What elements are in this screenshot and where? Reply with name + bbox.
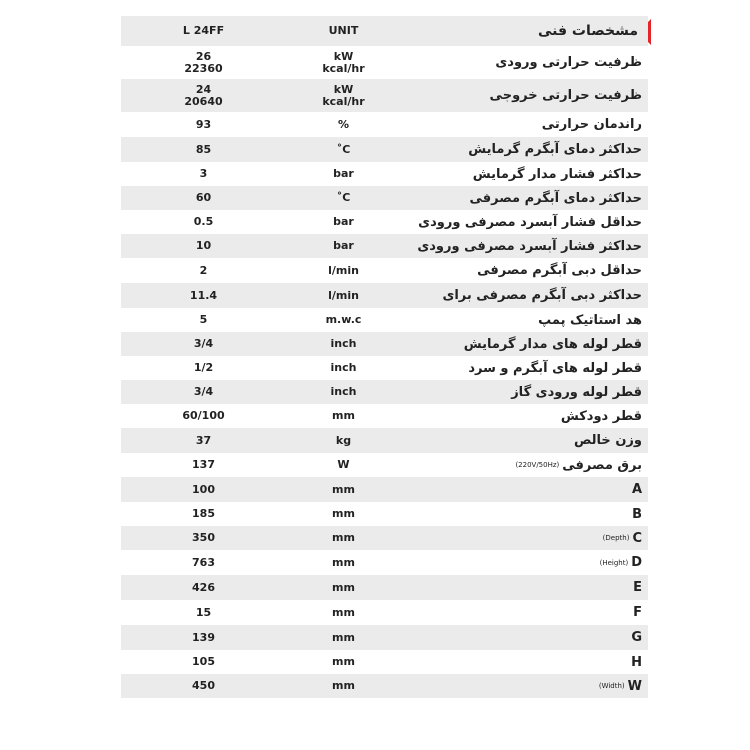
spec-label: برق مصرفی: [562, 457, 642, 473]
spec-label-cell: [401, 313, 648, 328]
spec-label-cell: [401, 142, 648, 157]
spec-value: 60: [195, 191, 212, 204]
table-row: [121, 112, 648, 137]
spec-unit: kW kcal/hr: [322, 49, 365, 75]
spec-unit: kg: [335, 433, 352, 447]
spec-label: H: [631, 654, 642, 670]
spec-value: 450: [192, 679, 215, 692]
spec-label: هد استاتیک پمپ: [538, 312, 642, 328]
table-row: [121, 625, 648, 650]
spec-value: 11.4: [189, 288, 218, 302]
spec-unit: mm: [332, 655, 355, 668]
table-row: [121, 162, 648, 186]
spec-label-cell: [401, 655, 648, 670]
spec-unit: mm: [332, 507, 355, 520]
table-row: [121, 283, 648, 308]
spec-value: 15: [195, 605, 212, 619]
spec-label-cell: [401, 239, 648, 254]
spec-label-cell: [401, 167, 648, 182]
table-row: [121, 550, 648, 575]
spec-unit: ˚C: [336, 142, 351, 156]
spec-label: W: [627, 678, 642, 694]
spec-label-cell: [401, 337, 648, 352]
table-row: [121, 308, 648, 332]
spec-label: حداقل دبی آبگرم مصرفی: [477, 263, 642, 278]
spec-label-cell: [401, 117, 648, 132]
spec-unit: bar: [333, 215, 354, 228]
unit-header: UNIT: [328, 24, 359, 37]
spec-label: قطر لوله ورودی گاز: [511, 384, 642, 400]
table-row: [121, 234, 648, 258]
table-row: [121, 575, 648, 600]
spec-unit: %: [337, 117, 350, 131]
spec-value: 139: [192, 630, 215, 644]
spec-label: قطر دودکش: [560, 408, 642, 424]
spec-label: حداکثر دبی آبگرم مصرفی برای: [442, 288, 642, 303]
spec-label: G: [631, 630, 642, 645]
spec-label-cell: [401, 288, 648, 303]
spec-unit: l/min: [328, 263, 359, 277]
spec-label-cell: [401, 409, 648, 424]
spec-label: وزن خالص: [573, 433, 642, 448]
spec-value: 185: [192, 507, 215, 520]
spec-unit: mm: [332, 409, 355, 422]
spec-label: F: [633, 605, 642, 620]
spec-value: 763: [192, 555, 215, 569]
spec-label: ظرفیت حرارتی ورودی: [495, 55, 642, 70]
spec-label: ظرفیت حرارتی خروجی: [489, 88, 642, 103]
spec-unit: mm: [332, 679, 355, 692]
spec-value: 0.5: [193, 215, 214, 228]
spec-note: (Height): [599, 558, 629, 567]
table-row: [121, 380, 648, 404]
table-row: [121, 600, 648, 625]
spec-label-cell: [401, 88, 648, 103]
spec-unit: mm: [332, 482, 355, 496]
spec-label: D: [631, 555, 642, 570]
spec-unit: m.w.c: [325, 313, 362, 326]
spec-unit: inch: [330, 337, 357, 350]
spec-value: 137: [192, 458, 215, 471]
spec-label-cell: [401, 482, 648, 497]
spec-value: 3: [199, 167, 208, 180]
spec-label-cell: [401, 361, 648, 376]
spec-label-cell: [401, 507, 648, 522]
table-row: [121, 477, 648, 502]
table-row: [121, 526, 648, 550]
spec-unit: mm: [332, 605, 355, 619]
table-row: [121, 356, 648, 380]
spec-table: [121, 16, 648, 698]
spec-value: 60/100: [182, 409, 225, 422]
spec-value: 1/2: [193, 361, 214, 374]
spec-note: (Width): [598, 682, 625, 690]
spec-label-cell: [401, 215, 648, 230]
spec-label-cell: [401, 630, 648, 645]
spec-label: حداقل فشار آبسرد مصرفی ورودی: [418, 214, 642, 230]
table-row: [121, 137, 648, 162]
table-row: [121, 428, 648, 453]
spec-value: 37: [195, 433, 212, 447]
spec-value: 5: [199, 313, 208, 326]
table-row: [121, 332, 648, 356]
table-row: [121, 46, 648, 79]
spec-label: E: [633, 580, 642, 595]
spec-label-cell: [401, 679, 648, 694]
spec-label-cell: [401, 263, 648, 278]
spec-unit: W: [337, 458, 350, 471]
table-row: [121, 502, 648, 526]
spec-label: حداکثر دمای آبگرم مصرفی: [469, 190, 642, 206]
spec-label: B: [632, 506, 642, 522]
spec-value: 85: [195, 142, 212, 156]
spec-value: 24 20640: [184, 82, 223, 108]
spec-label-cell: [401, 385, 648, 400]
spec-label: قطر لوله های آبگرم و سرد: [468, 360, 642, 376]
spec-label: راندمان حرارتی: [541, 117, 642, 132]
spec-unit: l/min: [328, 288, 359, 302]
table-row: [121, 453, 648, 477]
spec-label: حداکثر فشار آبسرد مصرفی ورودی: [417, 238, 642, 254]
spec-label: حداکثر دمای آبگرم گرمایش: [468, 142, 642, 157]
table-row: [121, 258, 648, 283]
table-row: [121, 186, 648, 210]
table-header: [121, 16, 648, 46]
spec-label: C: [632, 530, 642, 546]
spec-label-cell: [401, 55, 648, 70]
spec-label-cell: [401, 458, 648, 473]
spec-unit: mm: [332, 555, 355, 569]
spec-unit: kW kcal/hr: [322, 82, 365, 108]
spec-unit: mm: [332, 630, 355, 644]
spec-value: 105: [192, 655, 215, 668]
spec-value: 3/4: [193, 337, 214, 350]
spec-unit: inch: [330, 385, 357, 398]
spec-label-cell: [401, 605, 648, 620]
spec-unit: mm: [332, 531, 355, 544]
spec-label-cell: [401, 555, 648, 570]
spec-label: قطر لوله های مدار گرمایش: [463, 336, 642, 352]
spec-unit: bar: [333, 239, 354, 252]
spec-label: حداکثر فشار مدار گرمایش: [472, 166, 642, 182]
spec-note: (220V/50Hz): [515, 461, 560, 469]
model-header: L 24FF: [182, 24, 225, 37]
spec-label-cell: [401, 191, 648, 206]
spec-label-cell: [401, 531, 648, 546]
table-title: مشخصات فنی: [537, 23, 638, 39]
spec-unit: mm: [332, 580, 355, 594]
spec-unit: inch: [330, 361, 357, 374]
table-row: [121, 404, 648, 428]
spec-value: 3/4: [193, 385, 214, 398]
spec-value: 350: [192, 531, 215, 544]
spec-value: 10: [195, 239, 212, 252]
spec-value: 93: [195, 117, 212, 131]
spec-label: A: [631, 482, 642, 497]
spec-label-cell: [401, 580, 648, 595]
table-row: [121, 79, 648, 112]
spec-unit: ˚C: [336, 191, 351, 204]
table-row: [121, 650, 648, 674]
spec-unit: bar: [333, 167, 354, 180]
spec-value: 26 22360: [184, 49, 223, 75]
spec-label-cell: [401, 433, 648, 448]
table-row: [121, 210, 648, 234]
spec-value: 100: [192, 482, 215, 496]
table-row: [121, 674, 648, 698]
spec-note: (Depth): [602, 534, 630, 542]
spec-value: 2: [199, 263, 208, 277]
spec-value: 426: [192, 580, 215, 594]
